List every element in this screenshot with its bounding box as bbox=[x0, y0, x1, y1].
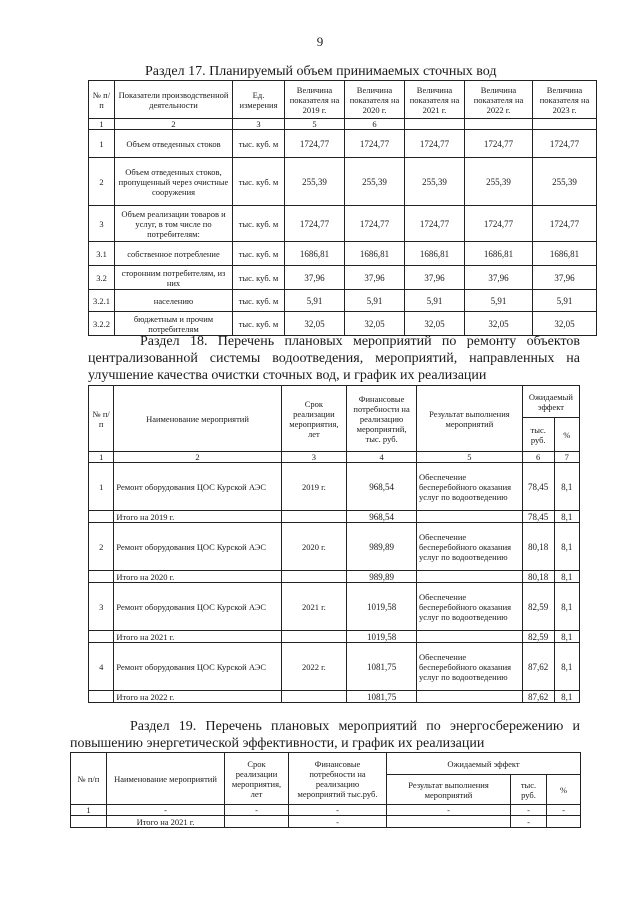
measure-name: - bbox=[107, 805, 225, 816]
value-2022: 37,96 bbox=[465, 266, 533, 290]
value-2022: 1724,77 bbox=[465, 206, 533, 242]
total-finance: 1081,75 bbox=[347, 691, 417, 703]
value-2021: 1686,81 bbox=[405, 242, 465, 266]
row-num: 3.1 bbox=[89, 242, 115, 266]
total-pct: 8,1 bbox=[554, 511, 579, 523]
value-2019: 1724,77 bbox=[285, 130, 345, 158]
table-row bbox=[89, 290, 597, 312]
total-rub: 80,18 bbox=[522, 571, 554, 583]
value-2020: 1724,77 bbox=[345, 130, 405, 158]
index-cell: 5 bbox=[417, 452, 523, 463]
table-header-row bbox=[89, 386, 580, 418]
total-pct: 8,1 bbox=[554, 631, 579, 643]
total-label: Итого на 2022 г. bbox=[114, 691, 281, 703]
row-num: 3 bbox=[89, 206, 115, 242]
term: 2021 г. bbox=[281, 583, 347, 631]
header-cell: № п/п bbox=[89, 81, 115, 119]
result: Обеспечение бесперебойного оказания услуг по водоотведению bbox=[417, 583, 523, 631]
section-18-table bbox=[88, 385, 580, 703]
index-cell: 2 bbox=[114, 452, 281, 463]
finance: 1019,58 bbox=[347, 583, 417, 631]
value-2022: 1724,77 bbox=[465, 130, 533, 158]
header-cell: Финансовые потребности на реализацию мероприятий тыс.руб. bbox=[289, 753, 387, 805]
header-cell: Величина показателя на 2023 г. bbox=[533, 81, 597, 119]
indicator-name: населению bbox=[115, 290, 233, 312]
index-cell bbox=[465, 119, 533, 130]
header-cell: № п/п bbox=[71, 753, 107, 805]
index-cell: 5 bbox=[285, 119, 345, 130]
value-2023: 5,91 bbox=[533, 290, 597, 312]
header-cell: Наименование мероприятий bbox=[114, 386, 281, 452]
unit: тыс. куб. м bbox=[233, 290, 285, 312]
value-2022: 5,91 bbox=[465, 290, 533, 312]
table-row bbox=[89, 583, 580, 631]
total-row bbox=[89, 691, 580, 703]
value-2019: 255,39 bbox=[285, 158, 345, 206]
indicator-name: Объем отведенных стоков bbox=[115, 130, 233, 158]
header-cell: Показатели производственной деятельности bbox=[115, 81, 233, 119]
header-cell: Величина показателя на 2019 г. bbox=[285, 81, 345, 119]
section-17-table bbox=[88, 80, 597, 336]
effect-rub: 78,45 bbox=[522, 463, 554, 511]
value-2019: 1724,77 bbox=[285, 206, 345, 242]
header-cell: Срок реализации мероприятия, лет bbox=[281, 386, 347, 452]
table-header-row bbox=[71, 753, 581, 775]
result: - bbox=[387, 805, 511, 816]
index-cell: 6 bbox=[345, 119, 405, 130]
page-number: 9 bbox=[316, 34, 324, 49]
term: - bbox=[225, 805, 289, 816]
total-rub: - bbox=[511, 816, 547, 828]
value-2023: 1724,77 bbox=[533, 206, 597, 242]
header-cell: Величина показателя на 2021 г. bbox=[405, 81, 465, 119]
header-cell: Наименование мероприятий bbox=[107, 753, 225, 805]
table-row bbox=[89, 158, 597, 206]
header-cell: Результат выполнения мероприятий bbox=[387, 775, 511, 805]
header-cell: Величина показателя на 2022 г. bbox=[465, 81, 533, 119]
row-num: 3 bbox=[89, 583, 114, 631]
index-cell: 4 bbox=[347, 452, 417, 463]
section-19-table bbox=[70, 752, 581, 828]
effect-rub: - bbox=[511, 805, 547, 816]
value-2019: 37,96 bbox=[285, 266, 345, 290]
table-row bbox=[89, 523, 580, 571]
indicator-name: собственное потребление bbox=[115, 242, 233, 266]
value-2023: 1686,81 bbox=[533, 242, 597, 266]
header-cell: Результат выполнения мероприятий bbox=[417, 386, 523, 452]
total-finance: 1019,58 bbox=[347, 631, 417, 643]
term: 2019 г. bbox=[281, 463, 347, 511]
header-cell: тыс. руб. bbox=[522, 418, 554, 452]
effect-pct: 8,1 bbox=[554, 583, 579, 631]
row-num: 2 bbox=[89, 523, 114, 571]
unit: тыс. куб. м bbox=[233, 130, 285, 158]
effect-rub: 87,62 bbox=[522, 643, 554, 691]
row-num: 1 bbox=[71, 805, 107, 816]
total-rub: 78,45 bbox=[522, 511, 554, 523]
total-finance: - bbox=[289, 816, 387, 828]
indicator-name: бюджетным и прочим потребителям bbox=[115, 312, 233, 336]
header-cell: % bbox=[547, 775, 581, 805]
index-cell: 1 bbox=[89, 452, 114, 463]
measure-name: Ремонт оборудования ЦОС Курской АЭС bbox=[114, 523, 281, 571]
index-cell: 3 bbox=[233, 119, 285, 130]
row-num: 1 bbox=[89, 463, 114, 511]
header-cell: Ед. измерения bbox=[233, 81, 285, 119]
header-cell: Срок реализации мероприятия, лет bbox=[225, 753, 289, 805]
value-2020: 1686,81 bbox=[345, 242, 405, 266]
index-cell: 7 bbox=[554, 452, 579, 463]
value-2023: 255,39 bbox=[533, 158, 597, 206]
row-num: 1 bbox=[89, 130, 115, 158]
value-2022: 1686,81 bbox=[465, 242, 533, 266]
total-row bbox=[71, 816, 581, 828]
term: 2020 г. bbox=[281, 523, 347, 571]
total-rub: 82,59 bbox=[522, 631, 554, 643]
header-cell: Финансовые потребности на реализацию мероприятий, тыс. руб. bbox=[347, 386, 417, 452]
result: Обеспечение бесперебойного оказания услуг по водоотведению bbox=[417, 463, 523, 511]
table-header-row bbox=[89, 81, 597, 119]
measure-name: Ремонт оборудования ЦОС Курской АЭС bbox=[114, 463, 281, 511]
total-pct: 8,1 bbox=[554, 571, 579, 583]
indicator-name: сторонним потребителям, из них bbox=[115, 266, 233, 290]
index-cell: 3 bbox=[281, 452, 347, 463]
effect-pct: 8,1 bbox=[554, 523, 579, 571]
table-row bbox=[89, 206, 597, 242]
total-row bbox=[89, 511, 580, 523]
value-2021: 255,39 bbox=[405, 158, 465, 206]
value-2021: 32,05 bbox=[405, 312, 465, 336]
value-2022: 32,05 bbox=[465, 312, 533, 336]
total-rub: 87,62 bbox=[522, 691, 554, 703]
effect-pct: 8,1 bbox=[554, 463, 579, 511]
header-cell: тыс. руб. bbox=[511, 775, 547, 805]
row-num: 3.2.1 bbox=[89, 290, 115, 312]
row-num: 3.2.2 bbox=[89, 312, 115, 336]
total-finance: 989,89 bbox=[347, 571, 417, 583]
value-2023: 37,96 bbox=[533, 266, 597, 290]
result: Обеспечение бесперебойного оказания услуг по водоотведению bbox=[417, 643, 523, 691]
header-cell: Ожидаемый эффект bbox=[522, 386, 579, 418]
table-row bbox=[89, 312, 597, 336]
finance: 989,89 bbox=[347, 523, 417, 571]
total-finance: 968,54 bbox=[347, 511, 417, 523]
measure-name: Ремонт оборудования ЦОС Курской АЭС bbox=[114, 643, 281, 691]
value-2021: 1724,77 bbox=[405, 206, 465, 242]
value-2020: 37,96 bbox=[345, 266, 405, 290]
column-index-row bbox=[89, 119, 597, 130]
total-label: Итого на 2021 г. bbox=[107, 816, 225, 828]
term: 2022 г. bbox=[281, 643, 347, 691]
header-cell: Величина показателя на 2020 г. bbox=[345, 81, 405, 119]
finance: 968,54 bbox=[347, 463, 417, 511]
value-2021: 1724,77 bbox=[405, 130, 465, 158]
indicator-name: Объем отведенных стоков, пропущенный через очистные сооружения bbox=[115, 158, 233, 206]
section-17-title: Раздел 17. Планируемый объем принимаемых сточных вод bbox=[145, 64, 497, 79]
index-cell: 2 bbox=[115, 119, 233, 130]
unit: тыс. куб. м bbox=[233, 312, 285, 336]
total-label: Итого на 2019 г. bbox=[114, 511, 281, 523]
measure-name: Ремонт оборудования ЦОС Курской АЭС bbox=[114, 583, 281, 631]
indicator-name: Объем реализации товаров и услуг, в том числе по потребителям: bbox=[115, 206, 233, 242]
table-row bbox=[89, 266, 597, 290]
table-row bbox=[89, 130, 597, 158]
finance: - bbox=[289, 805, 387, 816]
value-2020: 1724,77 bbox=[345, 206, 405, 242]
effect-rub: 80,18 bbox=[522, 523, 554, 571]
value-2023: 32,05 bbox=[533, 312, 597, 336]
section-19-title: Раздел 19. Перечень плановых мероприятий по энергосбережению и повышению энергетической эффективности, и график их реализации bbox=[70, 719, 580, 751]
table-row bbox=[89, 643, 580, 691]
unit: тыс. куб. м bbox=[233, 158, 285, 206]
total-label: Итого на 2020 г. bbox=[114, 571, 281, 583]
header-cell: Ожидаемый эффект bbox=[387, 753, 581, 775]
unit: тыс. куб. м bbox=[233, 242, 285, 266]
row-num: 4 bbox=[89, 643, 114, 691]
unit: тыс. куб. м bbox=[233, 206, 285, 242]
value-2019: 1686,81 bbox=[285, 242, 345, 266]
value-2021: 37,96 bbox=[405, 266, 465, 290]
row-num: 3.2 bbox=[89, 266, 115, 290]
table-row bbox=[89, 463, 580, 511]
value-2020: 255,39 bbox=[345, 158, 405, 206]
value-2023: 1724,77 bbox=[533, 130, 597, 158]
unit: тыс. куб. м bbox=[233, 266, 285, 290]
total-pct: 8,1 bbox=[554, 691, 579, 703]
index-cell: 6 bbox=[522, 452, 554, 463]
table-row bbox=[89, 242, 597, 266]
section-18-title: Раздел 18. Перечень плановых мероприятий по ремонту объектов централизованной системы водоотведения, мероприятий, направленных на улучшение качества очистки сточных вод, и график их реализации bbox=[88, 334, 580, 383]
value-2019: 5,91 bbox=[285, 290, 345, 312]
index-cell bbox=[533, 119, 597, 130]
header-cell: % bbox=[554, 418, 579, 452]
index-cell bbox=[405, 119, 465, 130]
finance: 1081,75 bbox=[347, 643, 417, 691]
result: Обеспечение бесперебойного оказания услуг по водоотведению bbox=[417, 523, 523, 571]
total-row bbox=[89, 631, 580, 643]
header-cell: № п/п bbox=[89, 386, 114, 452]
row-num: 2 bbox=[89, 158, 115, 206]
value-2022: 255,39 bbox=[465, 158, 533, 206]
total-row bbox=[89, 571, 580, 583]
effect-rub: 82,59 bbox=[522, 583, 554, 631]
value-2020: 32,05 bbox=[345, 312, 405, 336]
value-2020: 5,91 bbox=[345, 290, 405, 312]
value-2021: 5,91 bbox=[405, 290, 465, 312]
effect-pct: 8,1 bbox=[554, 643, 579, 691]
effect-pct: - bbox=[547, 805, 581, 816]
value-2019: 32,05 bbox=[285, 312, 345, 336]
index-cell: 1 bbox=[89, 119, 115, 130]
table-row bbox=[71, 805, 581, 816]
column-index-row bbox=[89, 452, 580, 463]
total-label: Итого на 2021 г. bbox=[114, 631, 281, 643]
